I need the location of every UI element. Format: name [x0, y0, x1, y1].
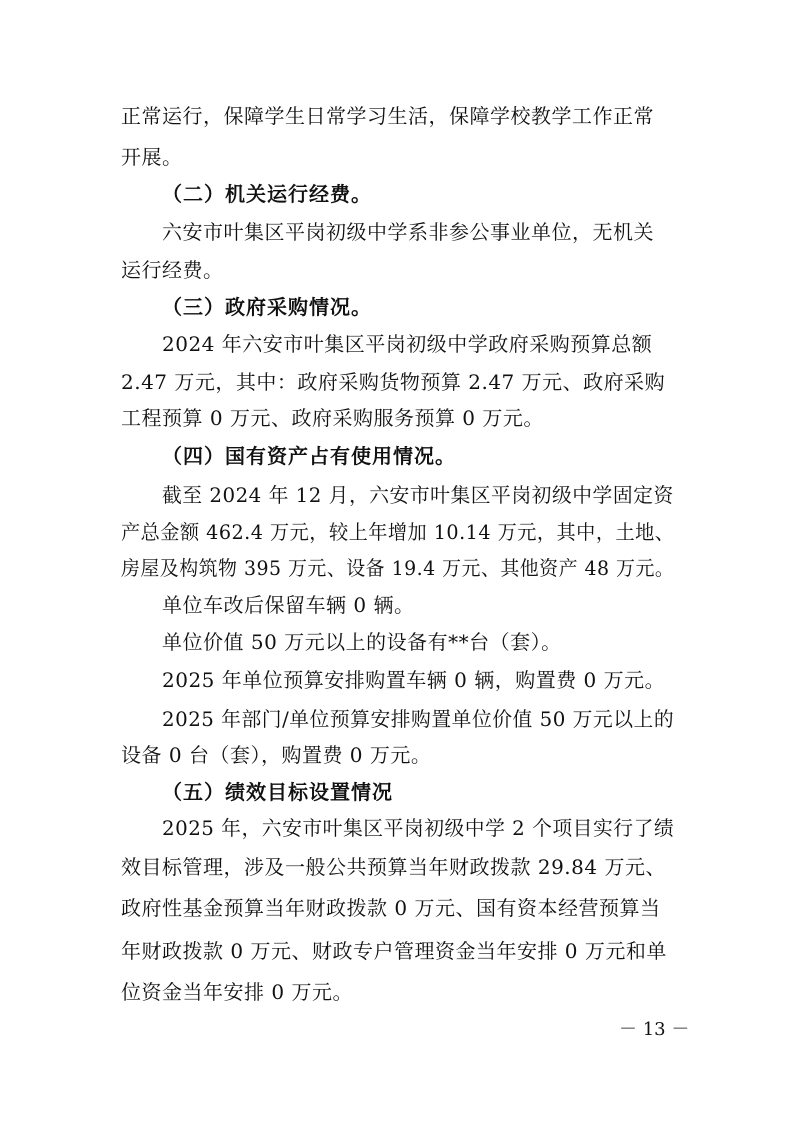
- paragraph-line: 2025 年单位预算安排购置车辆 0 辆，购置费 0 万元。: [162, 668, 666, 692]
- paragraph-line: 工程预算 0 万元、政府采购服务预算 0 万元。: [121, 406, 544, 430]
- page-number: － 13 －: [619, 1019, 690, 1040]
- section-heading: （三）政府采购情况。: [162, 295, 372, 319]
- paragraph-line: 效目标管理，涉及一般公共预算当年财政拨款 29.84 万元、: [121, 855, 666, 879]
- paragraph-line: 2025 年，六安市叶集区平岗初级中学 2 个项目实行了绩: [162, 816, 675, 840]
- paragraph-line: 2025 年部门/单位预算安排购置单位价值 50 万元以上的: [162, 707, 675, 731]
- section-heading: （五）绩效目标设置情况: [162, 780, 393, 804]
- paragraph-line: 2.47 万元，其中：政府采购货物预算 2.47 万元、政府采购: [121, 370, 666, 394]
- paragraph-line: 年财政拨款 0 万元、财政专户管理资金当年安排 0 万元和单: [121, 939, 667, 963]
- paragraph-line: 单位价值 50 万元以上的设备有**台（套）。: [162, 630, 562, 654]
- paragraph-line: 截至 2024 年 12 月，六安市叶集区平岗初级中学固定资: [162, 483, 674, 507]
- paragraph-line: 政府性基金预算当年财政拨款 0 万元、国有资本经营预算当: [121, 896, 661, 920]
- paragraph-line: 开展。: [121, 145, 183, 169]
- paragraph-line: 设备 0 台（套），购置费 0 万元。: [121, 743, 432, 767]
- paragraph-line: 房屋及构筑物 395 万元、设备 19.4 万元、其他资产 48 万元。: [121, 556, 675, 580]
- section-heading: （二）机关运行经费。: [162, 182, 372, 206]
- paragraph-line: 正常运行，保障学生日常学习生活，保障学校教学工作正常: [121, 104, 654, 128]
- paragraph-line: 单位车改后保留车辆 0 辆。: [162, 593, 415, 617]
- paragraph-line: 产总金额 462.4 万元，较上年增加 10.14 万元，其中，土地、: [121, 520, 675, 544]
- paragraph-line: 2024 年六安市叶集区平岗初级中学政府采购预算总额: [162, 332, 653, 356]
- paragraph-line: 位资金当年安排 0 万元。: [121, 980, 353, 1004]
- paragraph-line: 六安市叶集区平岗初级中学系非参公事业单位，无机关: [162, 220, 654, 244]
- section-heading: （四）国有资产占有使用情况。: [162, 444, 456, 468]
- paragraph-line: 运行经费。: [121, 258, 224, 282]
